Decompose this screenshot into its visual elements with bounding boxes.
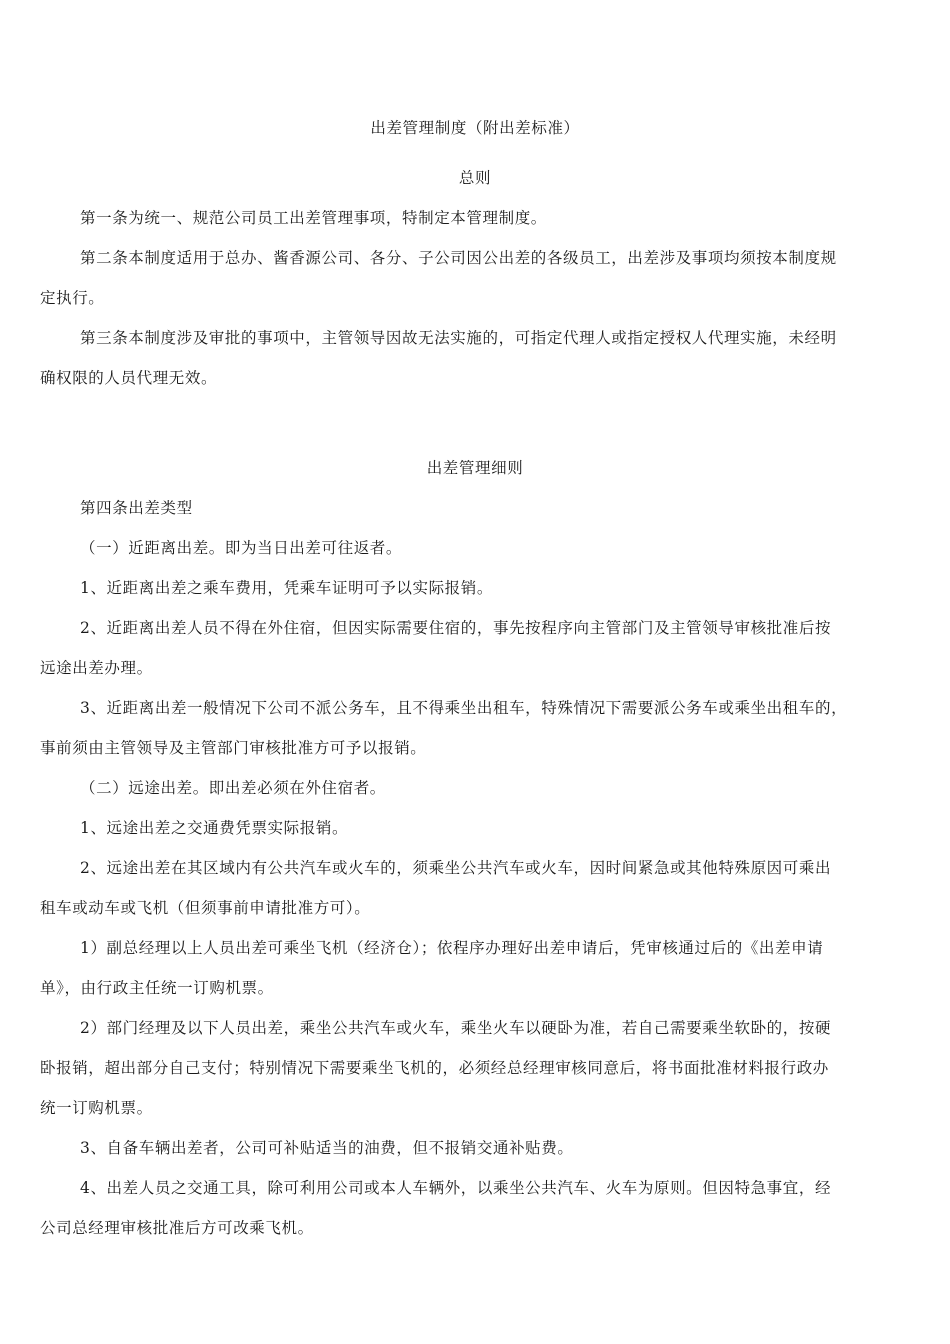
article-2-line-2: 定执行。 bbox=[40, 289, 105, 307]
article-2-line-1: 第二条本制度适用于总办、酱香源公司、各分、子公司因公出差的各级员工，出差涉及事项均须按本制度规 bbox=[80, 249, 837, 267]
long-trip-item-4-line-2: 公司总经理审核批准后方可改乘飞机。 bbox=[40, 1219, 314, 1237]
short-trip-item-2-line-2: 远途出差办理。 bbox=[40, 659, 153, 677]
long-trip-item-1: 1、远途出差之交通费凭票实际报销。 bbox=[80, 819, 349, 837]
long-trip-item-2b-line-2: 卧报销，超出部分自己支付；特别情况下需要乘坐飞机的，必须经总经理审核同意后，将书面批准材料报行政办 bbox=[40, 1059, 829, 1077]
long-trip-item-2a-line-1: 1）副总经理以上人员出差可乘坐飞机（经济仓）；依程序办理好出差申请后，凭审核通过后的《出差申请 bbox=[80, 939, 824, 957]
long-trip-item-2a-line-2: 单》，由行政主任统一订购机票。 bbox=[40, 979, 274, 997]
section-heading-general: 总则 bbox=[458, 169, 492, 187]
short-trip-item-2-line-1: 2、近距离出差人员不得在外住宿，但因实际需要住宿的，事先按程序向主管部门及主管领导审核批准后按 bbox=[80, 619, 832, 637]
long-trip-item-3: 3、自备车辆出差者，公司可补贴适当的油费，但不报销交通补贴费。 bbox=[80, 1139, 574, 1157]
short-trip-heading: （一）近距离出差。即为当日出差可往返者。 bbox=[80, 539, 403, 557]
short-trip-item-1: 1、近距离出差之乘车费用，凭乘车证明可予以实际报销。 bbox=[80, 579, 493, 597]
long-trip-item-2-line-1: 2、远途出差在其区域内有公共汽车或火车的，须乘坐公共汽车或火车，因时间紧急或其他特殊原因可乘出 bbox=[80, 859, 832, 877]
long-trip-item-2b-line-1: 2）部门经理及以下人员出差，乘坐公共汽车或火车，乘坐火车以硬卧为准，若自己需要乘坐软卧的，按硬 bbox=[80, 1019, 832, 1037]
long-trip-heading: （二）远途出差。即出差必须在外住宿者。 bbox=[80, 779, 386, 797]
long-trip-item-2-line-2: 租车或动车或飞机（但须事前申请批准方可）。 bbox=[40, 899, 371, 917]
article-4-heading: 第四条出差类型 bbox=[80, 499, 193, 517]
short-trip-item-3-line-1: 3、近距离出差一般情况下公司不派公务车，且不得乘坐出租车，特殊情况下需要派公务车或乘坐出租车的， bbox=[80, 699, 848, 717]
article-1: 第一条为统一、规范公司员工出差管理事项，特制定本管理制度。 bbox=[80, 209, 547, 227]
article-3-line-1: 第三条本制度涉及审批的事项中，主管领导因故无法实施的，可指定代理人或指定授权人代理实施，未经明 bbox=[80, 329, 837, 347]
section-heading-detail: 出差管理细则 bbox=[426, 459, 524, 477]
article-3-line-2: 确权限的人员代理无效。 bbox=[40, 369, 218, 387]
document-title: 出差管理制度（附出差标准） bbox=[370, 119, 580, 137]
long-trip-item-4-line-1: 4、出差人员之交通工具，除可利用公司或本人车辆外，以乘坐公共汽车、火车为原则。但因特急事宜，经 bbox=[80, 1179, 832, 1197]
long-trip-item-2b-line-3: 统一订购机票。 bbox=[40, 1099, 153, 1117]
short-trip-item-3-line-2: 事前须由主管领导及主管部门审核批准方可予以报销。 bbox=[40, 739, 427, 757]
